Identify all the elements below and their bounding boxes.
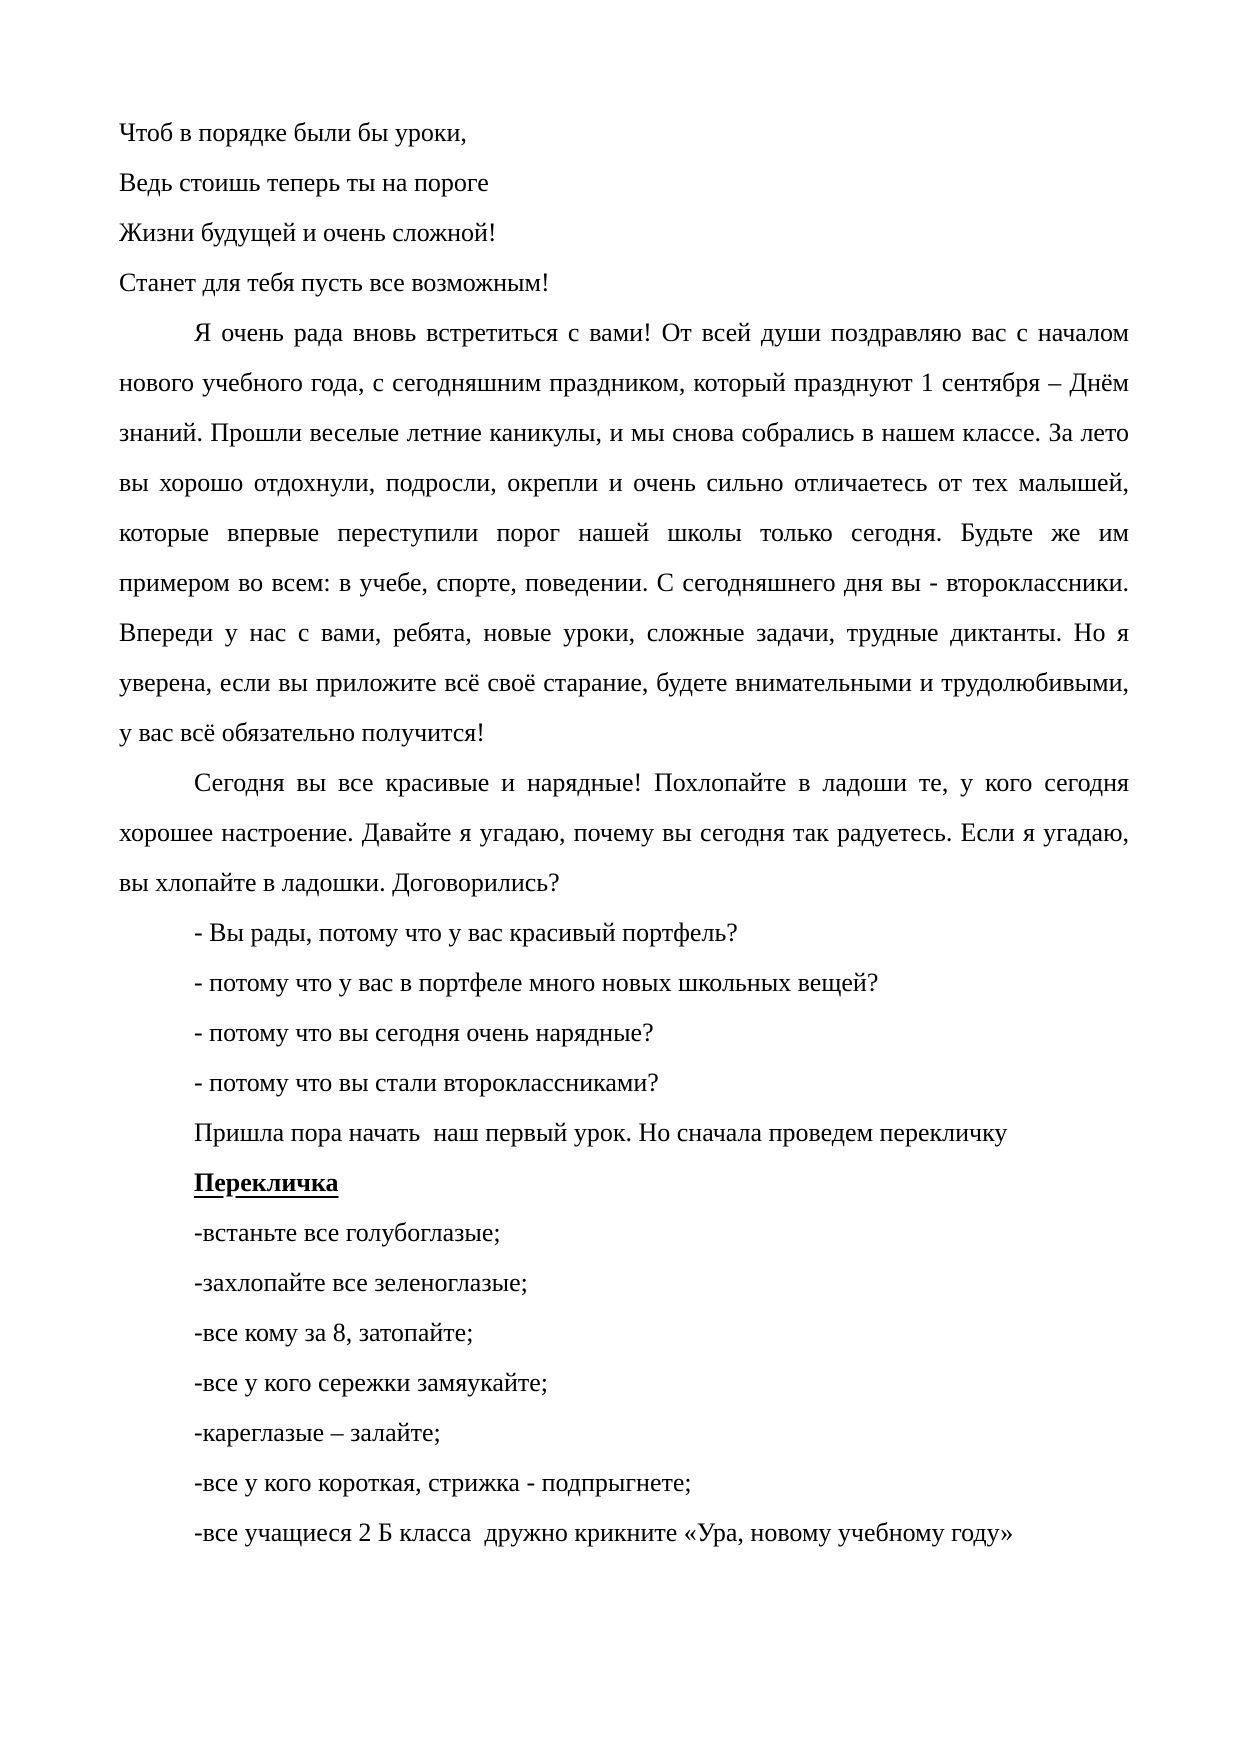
rollcall-item: -все кому за 8, затопайте; [194,1318,474,1347]
rollcall-list [119,1208,1129,1558]
lesson-intro: Пришла пора начать наш первый урок. Но сначала проведем перекличку [194,1118,1008,1147]
rollcall-item: -захлопайте все зеленоглазые; [194,1268,528,1297]
poem-block [119,108,1129,308]
rollcall-item: -все учащиеся 2 Б класса дружно крикните «Ура, новому учебному году» [194,1518,1014,1547]
questions-list [119,908,1129,1108]
question-item: - потому что вы сегодня очень нарядные? [194,1018,654,1047]
question-item: - потому что у вас в портфеле много новых школьных вещей? [194,968,879,997]
poem-line: Станет для тебя пусть все возможным! [119,268,550,297]
rollcall-heading [119,1158,1129,1208]
document-body [119,108,1129,1558]
rollcall-item: -все у кого короткая, стрижка - подпрыгнете; [194,1468,692,1497]
poem-line: Чтоб в порядке были бы уроки, [119,118,467,147]
question-item: - Вы рады, потому что у вас красивый портфель? [194,918,738,947]
rollcall-item: -кареглазые – залайте; [194,1418,441,1447]
greeting-paragraph: Я очень рада вновь встретиться с вами! От всей души поздравляю вас с началом нового учебного года, с сегодняшним праздником, который празднуют 1 сентября – Днём знаний. Прошли веселые летние каникулы, и мы снова собрались в нашем классе. За лето вы хорошо отдохнули, подросли, окрепли и очень сильно отличаетесь от тех малышей, которые впервые переступили порог нашей школы только сегодня. Будьте же им примером во всем: в учебе, спорте, поведении. С сегодняшнего дня вы - второклассники. Впереди у нас с вами, ребята, новые уроки, сложные задачи, трудные диктанты. Но я уверена, если вы приложите всё своё старание, будете внимательными и трудолюбивыми, у вас всё обязательно получится! [119,318,1129,747]
rollcall-item: -все у кого сережки замяукайте; [194,1368,548,1397]
rollcall-heading-text: Перекличка [194,1168,339,1197]
mood-paragraph: Сегодня вы все красивые и нарядные! Похлопайте в ладоши те, у кого сегодня хорошее настроение. Давайте я угадаю, почему вы сегодня так радуетесь. Если я угадаю, вы хлопайте в ладошки. Договорились? [119,768,1129,897]
poem-line: Ведь стоишь теперь ты на пороге [119,168,489,197]
question-item: - потому что вы стали второклассниками? [194,1068,659,1097]
rollcall-item: -встаньте все голубоглазые; [194,1218,501,1247]
poem-line: Жизни будущей и очень сложной! [119,218,497,247]
